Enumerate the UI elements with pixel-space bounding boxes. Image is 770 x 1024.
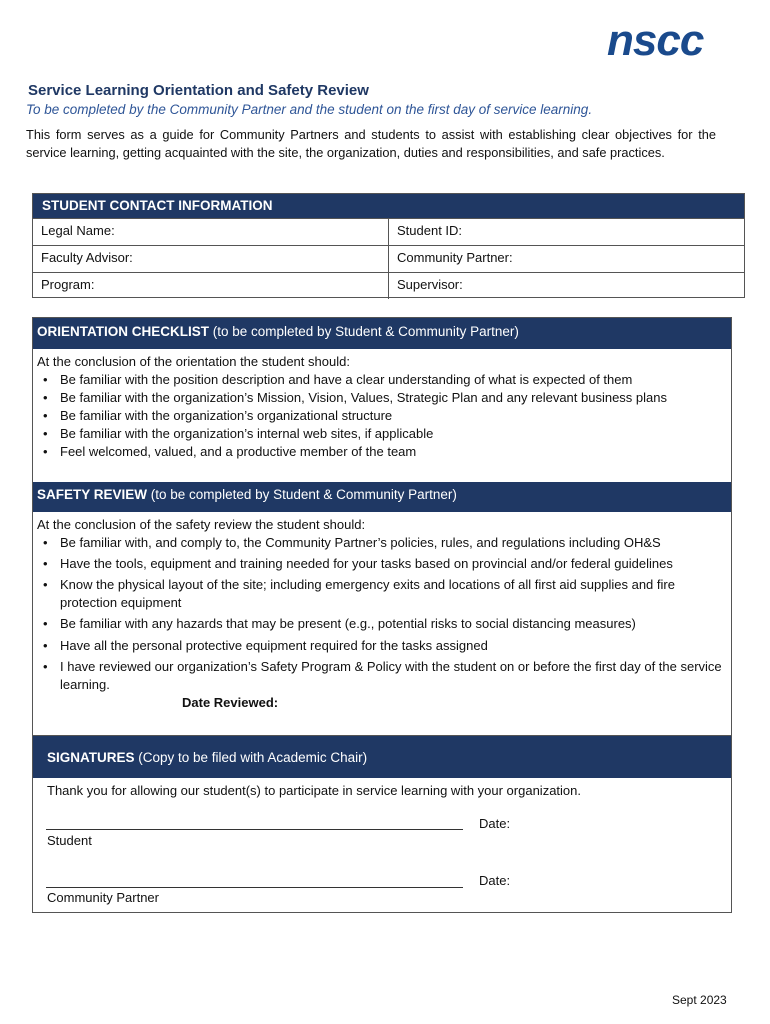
- safety-heading-rest: (to be completed by Student & Community Partner): [147, 487, 457, 502]
- supervisor-field[interactable]: Supervisor:: [397, 277, 463, 292]
- student-id-field[interactable]: Student ID:: [397, 223, 463, 238]
- page-title: Service Learning Orientation and Safety Review: [28, 82, 369, 99]
- program-field[interactable]: Program:: [33, 273, 389, 299]
- safety-heading-bold: SAFETY REVIEW: [37, 487, 148, 502]
- safety-intro: At the conclusion of the safety review the student should:: [37, 517, 366, 532]
- logo-text: nscc: [607, 22, 704, 62]
- nscc-logo: [607, 22, 740, 62]
- orientation-heading-rest: (to be completed by Student & Community Partner): [209, 324, 519, 339]
- faculty-advisor-field[interactable]: Faculty Advisor:: [33, 246, 389, 272]
- list-item: • Be familiar with the organization’s organizational structure: [37, 407, 731, 425]
- list-item: • Be familiar with, and comply to, the Community Partner’s policies, rules, and regulations including OH&S: [37, 534, 731, 552]
- list-item: • Have the tools, equipment and training needed for your tasks based on provincial and/or federal guidelines: [37, 555, 731, 573]
- list-item: • Be familiar with the organization’s Mission, Vision, Values, Strategic Plan and any relevant business plans: [37, 389, 731, 407]
- orientation-intro: At the conclusion of the orientation the student should:: [37, 354, 350, 369]
- table-row: [33, 272, 744, 299]
- student-contact-section: [32, 193, 745, 298]
- thanks-text: Thank you for allowing our student(s) to participate in service learning with your organization.: [47, 783, 581, 798]
- date-reviewed-field[interactable]: Date Reviewed:: [182, 695, 279, 711]
- list-item: • Be familiar with the position description and have a clear understanding of what is expected of them: [37, 371, 731, 389]
- student-date-field[interactable]: Date:: [479, 816, 511, 831]
- orientation-checklist-section: [32, 317, 732, 483]
- list-item: • Know the physical layout of the site; including emergency exits and locations of all first aid supplies and fire protection equipment: [37, 576, 731, 612]
- page-subtitle: To be completed by the Community Partner and the student on the first day of service learning.: [26, 102, 593, 117]
- safety-review-section: [32, 482, 732, 736]
- student-signature-line[interactable]: [46, 829, 463, 830]
- list-item: • Be familiar with the organization’s internal web sites, if applicable: [37, 425, 731, 443]
- student-signature-label: Student: [47, 833, 92, 848]
- list-item: • Have all the personal protective equipment required for the tasks assigned: [37, 637, 731, 655]
- orientation-heading: [33, 318, 731, 349]
- list-item: • Feel welcomed, valued, and a productive member of the team: [37, 443, 731, 461]
- partner-signature-label: Community Partner: [47, 890, 159, 905]
- partner-signature-line[interactable]: [46, 887, 463, 888]
- signatures-heading-bold: SIGNATURES: [47, 750, 135, 765]
- signatures-heading-rest: (Copy to be filed with Academic Chair): [134, 750, 368, 765]
- orientation-heading-bold: ORIENTATION CHECKLIST: [37, 324, 209, 339]
- signatures-section: [32, 736, 732, 913]
- legal-name-field[interactable]: Legal Name:: [33, 219, 389, 245]
- contact-heading: STUDENT CONTACT INFORMATION: [33, 194, 744, 218]
- version-footer: Sept 2023: [672, 993, 727, 1007]
- table-row: [33, 245, 744, 272]
- partner-date-field[interactable]: Date:: [479, 873, 511, 888]
- table-row: [33, 218, 744, 245]
- intro-paragraph: This form serves as a guide for Community Partners and students to assist with establishing clear objectives for the service learning, getting acquainted with the site, the organization, duties and responsibilities, and safe practices.: [26, 127, 716, 160]
- signatures-heading: [33, 736, 731, 778]
- list-item: • I have reviewed our organization’s Safety Program & Policy with the student on or before the first day of the service learning.: [37, 658, 731, 694]
- safety-heading: [33, 482, 731, 512]
- list-item: • Be familiar with any hazards that may be present (e.g., potential risks to social distancing measures): [37, 615, 731, 633]
- community-partner-field[interactable]: Community Partner:: [397, 250, 513, 265]
